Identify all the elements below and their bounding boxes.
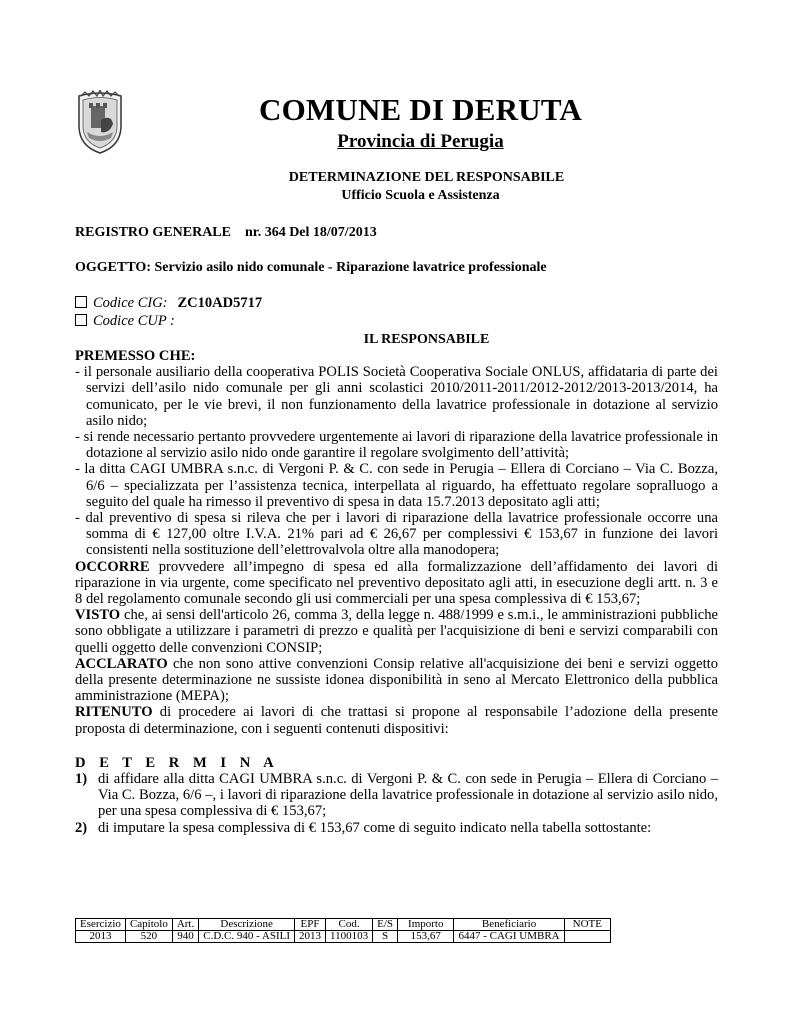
document-body	[75, 348, 718, 836]
paragraph-text: che non sono attive convenzioni Consip relative all'acquisizione dei beni e servizi oggetto della presente determinazione ne sussiste idonea disponibilità in seno al Mercato Elettronico della pubblica amministrazione (MEPA);	[75, 655, 718, 705]
keyword: RITENUTO	[75, 704, 153, 721]
keyword: ACCLARATO	[75, 655, 168, 672]
table-cell: S	[373, 931, 398, 943]
premesso-item: - si rende necessario pertanto provvedere urgentemente ai lavori di riparazione della lavatrice professionale in dotazione al servizio asilo nido onde garantire il regolare svolgimento dell’attività;	[75, 429, 718, 462]
oggetto: OGGETTO: Servizio asilo nido comunale - Riparazione lavatrice professionale	[75, 260, 547, 275]
paragraph-text: di procedere ai lavori di che trattasi si propone al responsabile l’adozione della presente proposta di determinazione, con i seguenti contenuti dispositivi:	[75, 704, 718, 737]
table-cell: 520	[125, 931, 172, 943]
item-text: di affidare alla ditta CAGI UMBRA s.n.c. di Vergoni P. & C. con sede in Perugia – Ellera di Corciano – Via C. Bozza, 6/6 –, i lavori di riparazione della lavatrice professionale in dotazione al servizio asilo nido, per una spesa complessiva di € 153,67;	[98, 771, 718, 820]
page-title: COMUNE DI DERUTA	[259, 92, 582, 127]
paragraph-acclarato	[75, 656, 718, 705]
table-header-cell: NOTE	[564, 919, 610, 931]
table-cell: 2013	[295, 931, 326, 943]
table-cell	[564, 931, 610, 943]
premesso-item: - la ditta CAGI UMBRA s.n.c. di Vergoni P. & C. con sede in Perugia – Ellera di Corciano – Via C. Bozza, 6/6 – specializzata per l’assistenza tecnica, interpellata al riguardo, ha effettuato regolare sopralluogo a seguito del quale ha rimesso il preventivo di spesa in data 15.7.2013 depositato agli atti;	[75, 461, 718, 510]
premesso-item: - il personale ausiliario della cooperativa POLIS Società Cooperativa Sociale ONLUS, affidataria di parte dei servizi dell’asilo nido comunale per gli anni scolastici 2010/2011-2011/2012-2012/2013-2013/2014, ha comunicato, per le vie brevi, il non funzionamento della lavatrice professionale in dotazione al servizio asilo nido;	[75, 364, 718, 429]
table-row	[76, 931, 611, 943]
expense-table	[75, 918, 611, 943]
determina-heading: D E T E R M I N A	[75, 754, 279, 771]
keyword: OCCORRE	[75, 558, 150, 575]
checkbox-icon	[75, 296, 87, 308]
paragraph-occorre	[75, 559, 718, 608]
item-number: 2)	[75, 819, 88, 836]
table-header-cell: Art.	[172, 919, 198, 931]
page-subtitle: Provincia di Perugia	[337, 131, 504, 152]
checkbox-icon	[75, 314, 87, 326]
registro-generale: REGISTRO GENERALE nr. 364 Del 18/07/2013	[75, 225, 377, 240]
determina-item	[75, 771, 718, 820]
office-name: Ufficio Scuola e Assistenza	[341, 188, 500, 203]
table-header-cell: EPF	[295, 919, 326, 931]
table-header-cell: Descrizione	[199, 919, 295, 931]
table-cell: 153,67	[398, 931, 454, 943]
table-cell: C.D.C. 940 - ASILI	[199, 931, 295, 943]
premesso-heading: PREMESSO CHE:	[75, 348, 196, 364]
table-header-row	[76, 919, 611, 931]
table-header-cell: Capitolo	[125, 919, 172, 931]
table-header-cell: Cod.	[326, 919, 373, 931]
paragraph-visto	[75, 607, 718, 656]
codice-cig	[75, 295, 262, 312]
table-header-cell: Esercizio	[76, 919, 126, 931]
keyword: VISTO	[75, 607, 121, 624]
codice-cig-value: ZC10AD5717	[177, 295, 263, 311]
table-cell: 940	[172, 931, 198, 943]
table-header-cell: Importo	[398, 919, 454, 931]
codice-cup	[75, 313, 175, 330]
item-number: 1)	[75, 771, 88, 788]
paragraph-text: che, ai sensi dell'articolo 26, comma 3, della legge n. 488/1999 e s.m.i., le amministrazioni pubbliche sono obbligate a utilizzare i parametri di prezzo e qualità per l'acquisizione di beni e servizi comparabili con quelli oggetto delle convenzioni CONSIP;	[75, 607, 718, 656]
table-cell: 2013	[76, 931, 126, 943]
premesso-item: - dal preventivo di spesa si rileva che per i lavori di riparazione della lavatrice professionale occorre una somma di € 127,00 oltre I.V.A. 21% pari ad € 26,67 per complessivi € 153,67 in funzione dei lavori consistenti nella sostituzione dell’elettrovalvola oltre alla manodopera;	[75, 510, 718, 559]
paragraph-text: provvedere all’impegno di spesa ed alla formalizzazione dell’affidamento dei lavori di riparazione in via urgente, come specificato nel preventivo depositato agli atti, in esecuzione degli artt. n. 3 e 8 del regolamento comunale secondo gli usi commerciali per una spesa complessiva di € 153,67;	[75, 558, 718, 608]
table-cell: 1100103	[326, 931, 373, 943]
table-header-cell: Beneficiario	[454, 919, 564, 931]
determina-item	[75, 820, 718, 836]
determination-title: DETERMINAZIONE DEL RESPONSABILE	[288, 170, 565, 185]
item-text: di imputare la spesa complessiva di € 153,67 come di seguito indicato nella tabella sottostante:	[98, 819, 652, 836]
codice-cig-label: Codice CIG:	[93, 295, 168, 311]
codice-cup-label: Codice CUP :	[93, 313, 175, 329]
table-header-cell: E/S	[373, 919, 398, 931]
il-responsabile-heading: IL RESPONSABILE	[363, 332, 490, 347]
paragraph-ritenuto	[75, 704, 718, 736]
table-cell: 6447 - CAGI UMBRA	[454, 931, 564, 943]
